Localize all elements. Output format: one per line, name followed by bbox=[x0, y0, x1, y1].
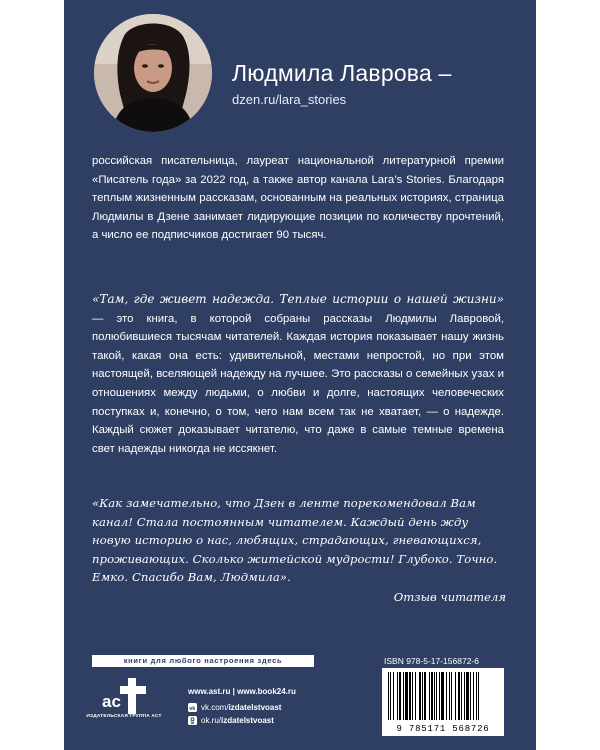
vk-link[interactable] bbox=[188, 703, 281, 712]
publisher-websites[interactable]: www.ast.ru | www.book24.ru bbox=[188, 687, 296, 696]
barcode-bar bbox=[458, 672, 460, 720]
author-photo bbox=[94, 14, 212, 132]
book-title-quote: «Там, где живет надежда. Теплые истории о нашей жизни» bbox=[92, 292, 504, 306]
ast-logo-icon bbox=[94, 674, 154, 716]
barcode-bar bbox=[409, 672, 411, 720]
ok-icon bbox=[188, 716, 197, 725]
publisher-name: ИЗДАТЕЛЬСКАЯ ГРУППА АСТ bbox=[86, 714, 162, 719]
barcode-bar bbox=[431, 672, 433, 720]
barcode-bar bbox=[470, 672, 471, 720]
barcode-bar bbox=[397, 672, 398, 720]
barcode-bar bbox=[473, 672, 474, 720]
review-attribution: Отзыв читателя bbox=[393, 590, 506, 604]
book-back-cover bbox=[64, 0, 536, 750]
barcode-bar bbox=[415, 672, 416, 720]
barcode-bar bbox=[478, 672, 479, 720]
author-name: Людмила Лаврова – bbox=[232, 60, 452, 86]
barcode-bar bbox=[441, 672, 444, 720]
barcode-bar bbox=[422, 672, 423, 720]
barcode-bar bbox=[424, 672, 426, 720]
barcode-bar bbox=[466, 672, 469, 720]
publisher-tagline: книги для любого настроения здесь bbox=[92, 655, 314, 667]
book-description bbox=[92, 290, 504, 458]
barcode-bar bbox=[449, 672, 450, 720]
barcode-bar bbox=[446, 672, 447, 720]
svg-text:ac: ac bbox=[102, 692, 121, 711]
barcode-bar bbox=[461, 672, 462, 720]
barcode-bar bbox=[476, 672, 477, 720]
barcode-bar bbox=[464, 672, 465, 720]
ast-logo bbox=[94, 674, 154, 734]
barcode-bar bbox=[393, 672, 394, 720]
svg-text:vk: vk bbox=[189, 705, 196, 712]
barcode-digits: 9 785171 568726 bbox=[396, 724, 490, 734]
barcode-bar bbox=[399, 672, 401, 720]
barcode-bar bbox=[436, 672, 437, 720]
author-bio: российская писательница, лауреат национальной литературной премии «Писатель года» за 2022 год, а также автор канала Lara’s Stories. Благодаря теплым жизненным рассказам, основанным на реальных историях, страница Людмилы в Дзене занимает лидирующие позиции по количеству прочтений, а число ее подписчиков достигает 90 тысяч. bbox=[92, 155, 504, 242]
barcode-bar bbox=[403, 672, 404, 720]
barcode-bars bbox=[386, 672, 500, 722]
barcode-bar bbox=[388, 672, 389, 720]
ok-prefix: ok.ru/ bbox=[201, 716, 222, 725]
vk-handle: izdatelstvoast bbox=[228, 703, 282, 712]
barcode-bar bbox=[451, 672, 452, 720]
barcode-bar bbox=[390, 672, 391, 720]
barcode-bar bbox=[455, 672, 456, 720]
isbn-label: ISBN 978-5-17-156872-6 bbox=[384, 656, 479, 666]
barcode-bar bbox=[412, 672, 413, 720]
barcode-bar bbox=[434, 672, 435, 720]
ok-handle: izdatelstvoast bbox=[221, 716, 274, 725]
vk-icon bbox=[188, 703, 197, 712]
barcode-bar bbox=[419, 672, 421, 720]
author-portrait-image bbox=[94, 14, 212, 132]
barcode-bar bbox=[405, 672, 408, 720]
barcode-bar bbox=[429, 672, 430, 720]
barcode bbox=[382, 668, 504, 736]
reader-review: «Как замечательно, что Дзен в ленте порекомендовал Вам канал! Стала постоянным читателем. Каждый день жду новую историю о нас, любящих, страдающих, гневающихся, проживающих. Сколько житейской мудрости! Глубоко. Точно. Емко. Спасибо Вам, Людмила». bbox=[92, 496, 498, 585]
book-description-text: — это книга, в которой собраны рассказы Людмилы Лавровой, полюбившиеся тысячам читателей. Каждая история показывает нашу жизнь такой, какая она есть: удивительной, местами непростой, но при этом настоящей, вселяющей надежду на лучшее. Это рассказы о семейных узах и отношениях между людьми, о любви и долге, настоящих человеческих поступках и, конечно, о том, чего нам всем так не хватает, — о надежде. Каждый сюжет доказывает читателю, что даже в самые темные времена свет надежды никогда не иссякнет. bbox=[92, 312, 504, 455]
ok-link[interactable] bbox=[188, 716, 274, 725]
vk-prefix: vk.com/ bbox=[201, 703, 229, 712]
barcode-bar bbox=[439, 672, 440, 720]
author-channel-url: dzen.ru/lara_stories bbox=[232, 92, 347, 107]
